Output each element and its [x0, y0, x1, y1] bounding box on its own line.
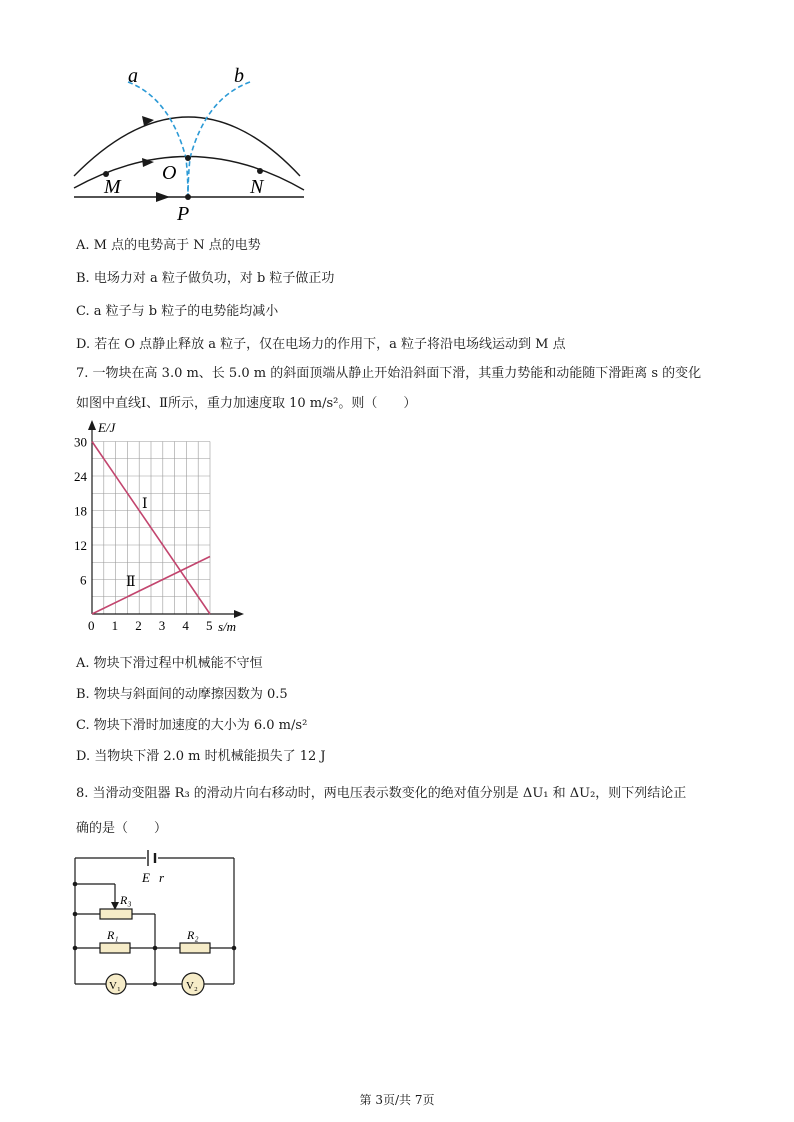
- arrow-lower: [156, 192, 170, 202]
- y-axis-label: E/J: [98, 420, 116, 435]
- point-P: [185, 194, 191, 200]
- q6-option-c: C. a 粒子与 b 粒子的电势能均减小: [76, 304, 279, 319]
- label-a: a: [128, 65, 138, 87]
- x-axis-arrow: [234, 610, 244, 618]
- resistor-r3: [100, 909, 132, 919]
- y-tick-label: 30: [74, 434, 87, 450]
- label-b: b: [234, 65, 244, 87]
- q7-option-a: A. 物块下滑过程中机械能不守恒: [76, 656, 263, 671]
- label-P: P: [177, 203, 190, 225]
- energy-distance-chart: [66, 418, 256, 638]
- q7-option-c: C. 物块下滑时加速度的大小为 6.0 m/s²: [76, 718, 308, 733]
- y-tick-label: 18: [74, 503, 87, 519]
- point-N: [257, 168, 263, 174]
- q6-option-b: B. 电场力对 a 粒子做负功，对 b 粒子做正功: [76, 271, 335, 286]
- label-N: N: [250, 176, 264, 198]
- x-tick-label: 3: [158, 618, 166, 633]
- label-R3: R₃: [120, 893, 132, 907]
- trajectory-a: [128, 82, 188, 197]
- q6-option-d: D. 若在 O 点静止释放 a 粒子，仅在电场力的作用下，a 粒子将沿电场线运动到 M 点: [76, 337, 566, 352]
- x-tick-label: 2: [135, 618, 142, 633]
- x-tick-label: 1: [111, 618, 119, 633]
- label-M: M: [104, 176, 121, 198]
- x-axis-label: s/m: [218, 619, 237, 634]
- trajectory-b: [188, 82, 250, 197]
- q8-stem-line1: 8. 当滑动变阻器 R₃ 的滑动片向右移动时，两电压表示数变化的绝对值分别是 ΔU₁ 和 ΔU₂，则下列结论正: [76, 786, 687, 801]
- label-R1: R₁: [107, 928, 119, 942]
- x-tick-label: 0: [88, 618, 95, 633]
- label-R2: R₂: [187, 928, 199, 942]
- y-tick-label: 6: [80, 572, 87, 588]
- point-O: [185, 155, 191, 161]
- electric-field-figure: [70, 58, 310, 228]
- q7-option-d: D. 当物块下滑 2.0 m 时机械能损失了 12 J: [76, 749, 326, 764]
- q8-stem-line2: 确的是（ ）: [76, 821, 168, 836]
- y-tick-label: 12: [74, 538, 87, 553]
- label-V1: V₁: [109, 980, 121, 992]
- series-label-2: Ⅱ: [126, 575, 136, 590]
- resistor-r2: [180, 943, 210, 953]
- series-label-1: Ⅰ: [142, 497, 148, 512]
- label-r: r: [159, 870, 165, 885]
- resistor-r1: [100, 943, 130, 953]
- page-footer: 第 3页/共 7页: [359, 1093, 435, 1107]
- q6-option-a: A. M 点的电势高于 N 点的电势: [76, 238, 261, 253]
- y-axis-arrow: [88, 420, 96, 430]
- q7-stem-line2: 如图中直线Ⅰ、Ⅱ所示，重力加速度取 10 m/s²。则（ ）: [76, 396, 417, 411]
- x-tick-label: 5: [206, 618, 213, 633]
- circuit-diagram: [70, 846, 242, 998]
- label-O: O: [162, 162, 177, 184]
- q7-option-b: B. 物块与斜面间的动摩擦因数为 0.5: [76, 687, 288, 702]
- label-E: E: [142, 870, 150, 885]
- x-tick-label: 4: [182, 618, 189, 633]
- y-tick-label: 24: [74, 469, 87, 484]
- q7-stem-line1: 7. 一物块在高 3.0 m、长 5.0 m 的斜面顶端从静止开始沿斜面下滑，其重力势能和动能随下滑距离 s 的变化: [76, 366, 702, 381]
- label-V2: V₂: [186, 980, 198, 992]
